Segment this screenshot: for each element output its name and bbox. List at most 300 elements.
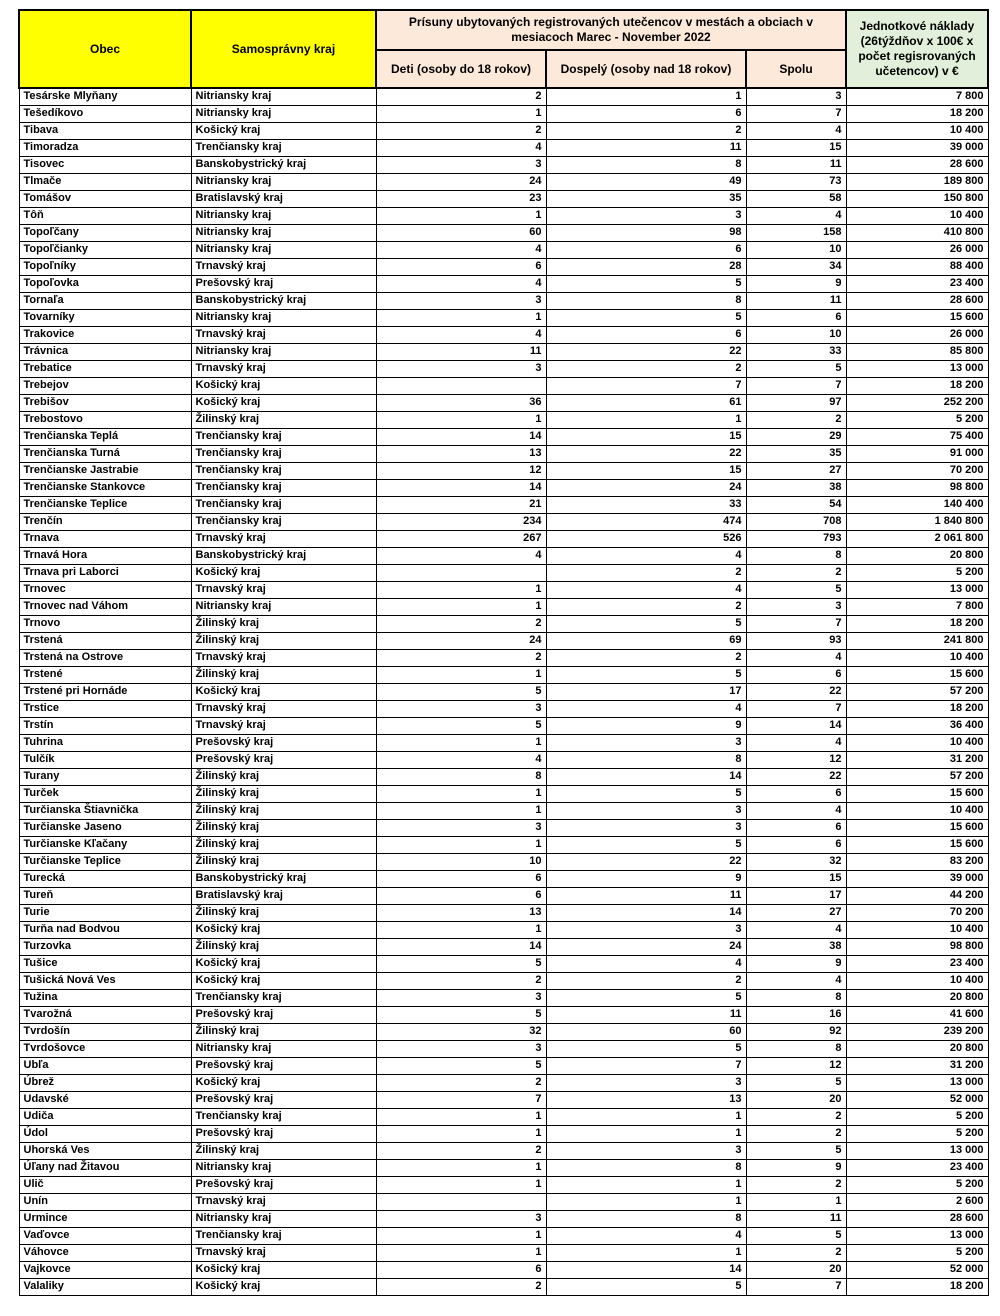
spolu-cell: 3 <box>746 88 846 105</box>
table-row <box>19 156 988 173</box>
kraj-cell: Nitriansky kraj <box>191 207 376 224</box>
naklady-cell: 20 800 <box>846 989 988 1006</box>
kraj-cell: Košický kraj <box>191 122 376 139</box>
spolu-cell: 27 <box>746 462 846 479</box>
obec-cell: Váhovce <box>19 1244 191 1261</box>
table-row <box>19 1040 988 1057</box>
obec-cell: Turňa nad Bodvou <box>19 921 191 938</box>
naklady-cell: 5 200 <box>846 1125 988 1142</box>
deti-cell <box>376 1193 546 1210</box>
deti-cell: 3 <box>376 989 546 1006</box>
obec-cell: Trenčianske Jastrabie <box>19 462 191 479</box>
kraj-cell: Žilinský kraj <box>191 904 376 921</box>
kraj-cell: Trenčiansky kraj <box>191 139 376 156</box>
table-row <box>19 1244 988 1261</box>
dospely-cell: 14 <box>546 904 746 921</box>
deti-cell: 3 <box>376 360 546 377</box>
dospely-cell: 8 <box>546 156 746 173</box>
table-row <box>19 615 988 632</box>
naklady-cell: 15 600 <box>846 309 988 326</box>
deti-cell: 5 <box>376 955 546 972</box>
spolu-cell: 33 <box>746 343 846 360</box>
spolu-cell: 8 <box>746 547 846 564</box>
dospely-cell: 3 <box>546 1074 746 1091</box>
naklady-cell: 52 000 <box>846 1091 988 1108</box>
kraj-cell: Trnavský kraj <box>191 360 376 377</box>
dospely-cell: 4 <box>546 547 746 564</box>
deti-cell: 267 <box>376 530 546 547</box>
spolu-cell: 708 <box>746 513 846 530</box>
table-row <box>19 1278 988 1295</box>
deti-cell: 1 <box>376 598 546 615</box>
table-row <box>19 717 988 734</box>
deti-cell: 6 <box>376 870 546 887</box>
naklady-cell: 88 400 <box>846 258 988 275</box>
kraj-cell: Košický kraj <box>191 564 376 581</box>
spolu-cell: 38 <box>746 479 846 496</box>
dospely-cell: 3 <box>546 734 746 751</box>
kraj-cell: Nitriansky kraj <box>191 309 376 326</box>
naklady-cell: 98 800 <box>846 479 988 496</box>
naklady-cell: 10 400 <box>846 122 988 139</box>
dospely-cell: 1 <box>546 1244 746 1261</box>
obec-cell: Tvarožná <box>19 1006 191 1023</box>
naklady-cell: 239 200 <box>846 1023 988 1040</box>
table-row <box>19 122 988 139</box>
obec-cell: Tulčík <box>19 751 191 768</box>
table-row <box>19 1176 988 1193</box>
spolu-cell: 4 <box>746 972 846 989</box>
kraj-cell: Trenčiansky kraj <box>191 428 376 445</box>
obec-cell: Trávnica <box>19 343 191 360</box>
kraj-cell: Prešovský kraj <box>191 734 376 751</box>
naklady-cell: 41 600 <box>846 1006 988 1023</box>
deti-cell: 2 <box>376 1142 546 1159</box>
deti-cell: 3 <box>376 819 546 836</box>
table-row <box>19 1023 988 1040</box>
naklady-cell: 5 200 <box>846 411 988 428</box>
deti-cell: 1 <box>376 1227 546 1244</box>
deti-cell: 5 <box>376 683 546 700</box>
kraj-cell: Košický kraj <box>191 1074 376 1091</box>
deti-cell: 2 <box>376 1074 546 1091</box>
kraj-cell: Košický kraj <box>191 1261 376 1278</box>
spolu-cell: 793 <box>746 530 846 547</box>
table-row <box>19 972 988 989</box>
obec-cell: Tureň <box>19 887 191 904</box>
dospely-cell: 2 <box>546 122 746 139</box>
deti-cell: 1 <box>376 581 546 598</box>
naklady-cell: 13 000 <box>846 1142 988 1159</box>
table-row <box>19 921 988 938</box>
deti-cell: 6 <box>376 1261 546 1278</box>
obec-cell: Uhorská Ves <box>19 1142 191 1159</box>
obec-cell: Timoradza <box>19 139 191 156</box>
naklady-cell: 1 840 800 <box>846 513 988 530</box>
dospely-cell: 9 <box>546 717 746 734</box>
spolu-cell: 4 <box>746 207 846 224</box>
dospely-cell: 6 <box>546 241 746 258</box>
table-row <box>19 802 988 819</box>
dospely-cell: 1 <box>546 1193 746 1210</box>
kraj-cell: Trenčiansky kraj <box>191 496 376 513</box>
obec-cell: Turecká <box>19 870 191 887</box>
dospely-cell: 22 <box>546 343 746 360</box>
column-header-deti: Deti (osoby do 18 rokov) <box>376 50 546 88</box>
deti-cell: 1 <box>376 836 546 853</box>
spolu-cell: 5 <box>746 1074 846 1091</box>
obec-cell: Tuhrina <box>19 734 191 751</box>
spolu-cell: 2 <box>746 1108 846 1125</box>
deti-cell: 1 <box>376 411 546 428</box>
kraj-cell: Prešovský kraj <box>191 751 376 768</box>
obec-cell: Unín <box>19 1193 191 1210</box>
table-row <box>19 751 988 768</box>
deti-cell: 24 <box>376 173 546 190</box>
deti-cell: 8 <box>376 768 546 785</box>
obec-cell: Turčianske Teplice <box>19 853 191 870</box>
naklady-cell: 39 000 <box>846 870 988 887</box>
table-row <box>19 598 988 615</box>
naklady-cell: 91 000 <box>846 445 988 462</box>
naklady-cell: 410 800 <box>846 224 988 241</box>
spolu-cell: 7 <box>746 1278 846 1295</box>
deti-cell: 4 <box>376 241 546 258</box>
spolu-cell: 16 <box>746 1006 846 1023</box>
deti-cell: 3 <box>376 1040 546 1057</box>
dospely-cell: 33 <box>546 496 746 513</box>
naklady-cell: 13 000 <box>846 1074 988 1091</box>
kraj-cell: Trnavský kraj <box>191 326 376 343</box>
spolu-cell: 17 <box>746 887 846 904</box>
table-row <box>19 292 988 309</box>
kraj-cell: Košický kraj <box>191 377 376 394</box>
kraj-cell: Prešovský kraj <box>191 1057 376 1074</box>
deti-cell: 1 <box>376 785 546 802</box>
spolu-cell: 7 <box>746 615 846 632</box>
kraj-cell: Trenčiansky kraj <box>191 462 376 479</box>
kraj-cell: Trnavský kraj <box>191 649 376 666</box>
naklady-cell: 31 200 <box>846 1057 988 1074</box>
spolu-cell: 3 <box>746 598 846 615</box>
obec-cell: Valaliky <box>19 1278 191 1295</box>
obec-cell: Turčianske Kľačany <box>19 836 191 853</box>
naklady-cell: 150 800 <box>846 190 988 207</box>
dospely-cell: 14 <box>546 1261 746 1278</box>
table-row <box>19 1006 988 1023</box>
naklady-cell: 10 400 <box>846 921 988 938</box>
obec-cell: Trnovec nad Váhom <box>19 598 191 615</box>
spolu-cell: 2 <box>746 564 846 581</box>
table-row <box>19 224 988 241</box>
kraj-cell: Košický kraj <box>191 394 376 411</box>
deti-cell: 24 <box>376 632 546 649</box>
spolu-cell: 12 <box>746 1057 846 1074</box>
spolu-cell: 6 <box>746 309 846 326</box>
naklady-cell: 18 200 <box>846 377 988 394</box>
deti-cell: 14 <box>376 479 546 496</box>
dospely-cell: 1 <box>546 1125 746 1142</box>
dospely-cell: 15 <box>546 428 746 445</box>
kraj-cell: Žilinský kraj <box>191 836 376 853</box>
deti-cell: 5 <box>376 1006 546 1023</box>
spolu-cell: 2 <box>746 411 846 428</box>
obec-cell: Trnovec <box>19 581 191 598</box>
kraj-cell: Nitriansky kraj <box>191 241 376 258</box>
spolu-cell: 92 <box>746 1023 846 1040</box>
dospely-cell: 7 <box>546 1057 746 1074</box>
table-row <box>19 343 988 360</box>
deti-cell: 6 <box>376 258 546 275</box>
obec-cell: Trnava pri Laborci <box>19 564 191 581</box>
dospely-cell: 2 <box>546 649 746 666</box>
table-row <box>19 394 988 411</box>
obec-cell: Topoľníky <box>19 258 191 275</box>
spolu-cell: 32 <box>746 853 846 870</box>
dospely-cell: 1 <box>546 88 746 105</box>
dospely-cell: 5 <box>546 275 746 292</box>
spolu-cell: 11 <box>746 1210 846 1227</box>
table-row <box>19 1057 988 1074</box>
kraj-cell: Trnavský kraj <box>191 258 376 275</box>
obec-cell: Turany <box>19 768 191 785</box>
kraj-cell: Banskobystrický kraj <box>191 870 376 887</box>
spolu-cell: 4 <box>746 921 846 938</box>
kraj-cell: Nitriansky kraj <box>191 1210 376 1227</box>
kraj-cell: Trnavský kraj <box>191 1193 376 1210</box>
table-row <box>19 768 988 785</box>
table-row <box>19 1091 988 1108</box>
dospely-cell: 14 <box>546 768 746 785</box>
obec-cell: Tvrdošín <box>19 1023 191 1040</box>
naklady-cell: 20 800 <box>846 547 988 564</box>
deti-cell: 2 <box>376 1278 546 1295</box>
deti-cell <box>376 377 546 394</box>
kraj-cell: Žilinský kraj <box>191 632 376 649</box>
deti-cell: 3 <box>376 156 546 173</box>
naklady-cell: 7 800 <box>846 88 988 105</box>
naklady-cell: 57 200 <box>846 683 988 700</box>
kraj-cell: Trnavský kraj <box>191 717 376 734</box>
deti-cell: 4 <box>376 139 546 156</box>
naklady-cell: 252 200 <box>846 394 988 411</box>
kraj-cell: Nitriansky kraj <box>191 343 376 360</box>
table-row <box>19 853 988 870</box>
kraj-cell: Nitriansky kraj <box>191 105 376 122</box>
obec-cell: Topoľčianky <box>19 241 191 258</box>
dospely-cell: 24 <box>546 938 746 955</box>
table-row <box>19 173 988 190</box>
dospely-cell: 8 <box>546 751 746 768</box>
spolu-cell: 10 <box>746 326 846 343</box>
deti-cell: 4 <box>376 751 546 768</box>
obec-cell: Trenčianske Stankovce <box>19 479 191 496</box>
spolu-cell: 29 <box>746 428 846 445</box>
table-row <box>19 870 988 887</box>
naklady-cell: 18 200 <box>846 105 988 122</box>
dospely-cell: 1 <box>546 411 746 428</box>
dospely-cell: 6 <box>546 326 746 343</box>
kraj-cell: Košický kraj <box>191 683 376 700</box>
deti-cell: 12 <box>376 462 546 479</box>
naklady-cell: 7 800 <box>846 598 988 615</box>
spolu-cell: 11 <box>746 156 846 173</box>
kraj-cell: Žilinský kraj <box>191 853 376 870</box>
obec-cell: Udavské <box>19 1091 191 1108</box>
spolu-cell: 2 <box>746 1176 846 1193</box>
deti-cell: 1 <box>376 309 546 326</box>
spolu-cell: 9 <box>746 275 846 292</box>
table-row <box>19 547 988 564</box>
obec-cell: Tvrdošovce <box>19 1040 191 1057</box>
table-row <box>19 139 988 156</box>
deti-cell: 13 <box>376 445 546 462</box>
column-header-naklady: Jednotkové náklady (26týždňov x 100€ x počet regisrovaných učetencov) v € <box>846 10 988 88</box>
kraj-cell: Žilinský kraj <box>191 802 376 819</box>
naklady-cell: 98 800 <box>846 938 988 955</box>
column-header-obec: Obec <box>19 10 191 88</box>
table-row <box>19 1125 988 1142</box>
dospely-cell: 5 <box>546 836 746 853</box>
deti-cell: 36 <box>376 394 546 411</box>
naklady-cell: 15 600 <box>846 666 988 683</box>
dospely-cell: 5 <box>546 989 746 1006</box>
naklady-cell: 28 600 <box>846 156 988 173</box>
kraj-cell: Banskobystrický kraj <box>191 547 376 564</box>
spolu-cell: 14 <box>746 717 846 734</box>
dospely-cell: 8 <box>546 1210 746 1227</box>
naklady-cell: 70 200 <box>846 904 988 921</box>
table-row <box>19 666 988 683</box>
spolu-cell: 38 <box>746 938 846 955</box>
kraj-cell: Nitriansky kraj <box>191 598 376 615</box>
kraj-cell: Trnavský kraj <box>191 700 376 717</box>
deti-cell: 11 <box>376 343 546 360</box>
naklady-cell: 23 400 <box>846 955 988 972</box>
dospely-cell: 4 <box>546 581 746 598</box>
dospely-cell: 3 <box>546 819 746 836</box>
obec-cell: Turčianske Jaseno <box>19 819 191 836</box>
dospely-cell: 22 <box>546 853 746 870</box>
spolu-cell: 10 <box>746 241 846 258</box>
table-row <box>19 632 988 649</box>
obec-cell: Udiča <box>19 1108 191 1125</box>
naklady-cell: 15 600 <box>846 785 988 802</box>
dospely-cell: 11 <box>546 139 746 156</box>
deti-cell: 23 <box>376 190 546 207</box>
spolu-cell: 22 <box>746 768 846 785</box>
dospely-cell: 8 <box>546 292 746 309</box>
dospely-cell: 5 <box>546 1040 746 1057</box>
naklady-cell: 241 800 <box>846 632 988 649</box>
deti-cell: 60 <box>376 224 546 241</box>
column-header-spolu: Spolu <box>746 50 846 88</box>
deti-cell: 4 <box>376 275 546 292</box>
deti-cell: 1 <box>376 802 546 819</box>
kraj-cell: Žilinský kraj <box>191 768 376 785</box>
obec-cell: Trenčianska Teplá <box>19 428 191 445</box>
obec-cell: Trstice <box>19 700 191 717</box>
kraj-cell: Žilinský kraj <box>191 666 376 683</box>
obec-cell: Topoľovka <box>19 275 191 292</box>
deti-cell: 1 <box>376 1244 546 1261</box>
deti-cell <box>376 564 546 581</box>
kraj-cell: Bratislavský kraj <box>191 887 376 904</box>
naklady-cell: 2 600 <box>846 1193 988 1210</box>
obec-cell: Tlmače <box>19 173 191 190</box>
dospely-cell: 2 <box>546 972 746 989</box>
table-row <box>19 683 988 700</box>
obec-cell: Turček <box>19 785 191 802</box>
kraj-cell: Nitriansky kraj <box>191 1040 376 1057</box>
spolu-cell: 5 <box>746 360 846 377</box>
deti-cell: 14 <box>376 428 546 445</box>
deti-cell: 1 <box>376 921 546 938</box>
deti-cell: 1 <box>376 105 546 122</box>
table-row <box>19 1074 988 1091</box>
dospely-cell: 98 <box>546 224 746 241</box>
obec-cell: Vajkovce <box>19 1261 191 1278</box>
obec-cell: Tibava <box>19 122 191 139</box>
table-row <box>19 819 988 836</box>
table-row <box>19 241 988 258</box>
kraj-cell: Trenčiansky kraj <box>191 1227 376 1244</box>
table-body <box>19 88 988 1295</box>
kraj-cell: Trenčiansky kraj <box>191 1108 376 1125</box>
obec-cell: Ulič <box>19 1176 191 1193</box>
kraj-cell: Banskobystrický kraj <box>191 292 376 309</box>
spolu-cell: 4 <box>746 649 846 666</box>
obec-cell: Tôň <box>19 207 191 224</box>
obec-cell: Trnava <box>19 530 191 547</box>
naklady-cell: 189 800 <box>846 173 988 190</box>
dospely-cell: 35 <box>546 190 746 207</box>
dospely-cell: 6 <box>546 105 746 122</box>
table-row <box>19 904 988 921</box>
obec-cell: Trebejov <box>19 377 191 394</box>
column-header-dospely: Dospelý (osoby nad 18 rokov) <box>546 50 746 88</box>
obec-cell: Trstená <box>19 632 191 649</box>
table-row <box>19 479 988 496</box>
spolu-cell: 34 <box>746 258 846 275</box>
deti-cell: 1 <box>376 1125 546 1142</box>
deti-cell: 2 <box>376 972 546 989</box>
dospely-cell: 5 <box>546 615 746 632</box>
dospely-cell: 7 <box>546 377 746 394</box>
naklady-cell: 44 200 <box>846 887 988 904</box>
naklady-cell: 5 200 <box>846 1176 988 1193</box>
deti-cell: 4 <box>376 547 546 564</box>
dospely-cell: 24 <box>546 479 746 496</box>
deti-cell: 10 <box>376 853 546 870</box>
spolu-cell: 5 <box>746 1142 846 1159</box>
spolu-cell: 4 <box>746 802 846 819</box>
naklady-cell: 26 000 <box>846 241 988 258</box>
dospely-cell: 4 <box>546 700 746 717</box>
naklady-cell: 18 200 <box>846 615 988 632</box>
naklady-cell: 52 000 <box>846 1261 988 1278</box>
deti-cell: 14 <box>376 938 546 955</box>
obec-cell: Úbrež <box>19 1074 191 1091</box>
naklady-cell: 20 800 <box>846 1040 988 1057</box>
naklady-cell: 10 400 <box>846 649 988 666</box>
dospely-cell: 17 <box>546 683 746 700</box>
dospely-cell: 3 <box>546 1142 746 1159</box>
table-row <box>19 989 988 1006</box>
spolu-cell: 58 <box>746 190 846 207</box>
spolu-cell: 12 <box>746 751 846 768</box>
naklady-cell: 13 000 <box>846 360 988 377</box>
